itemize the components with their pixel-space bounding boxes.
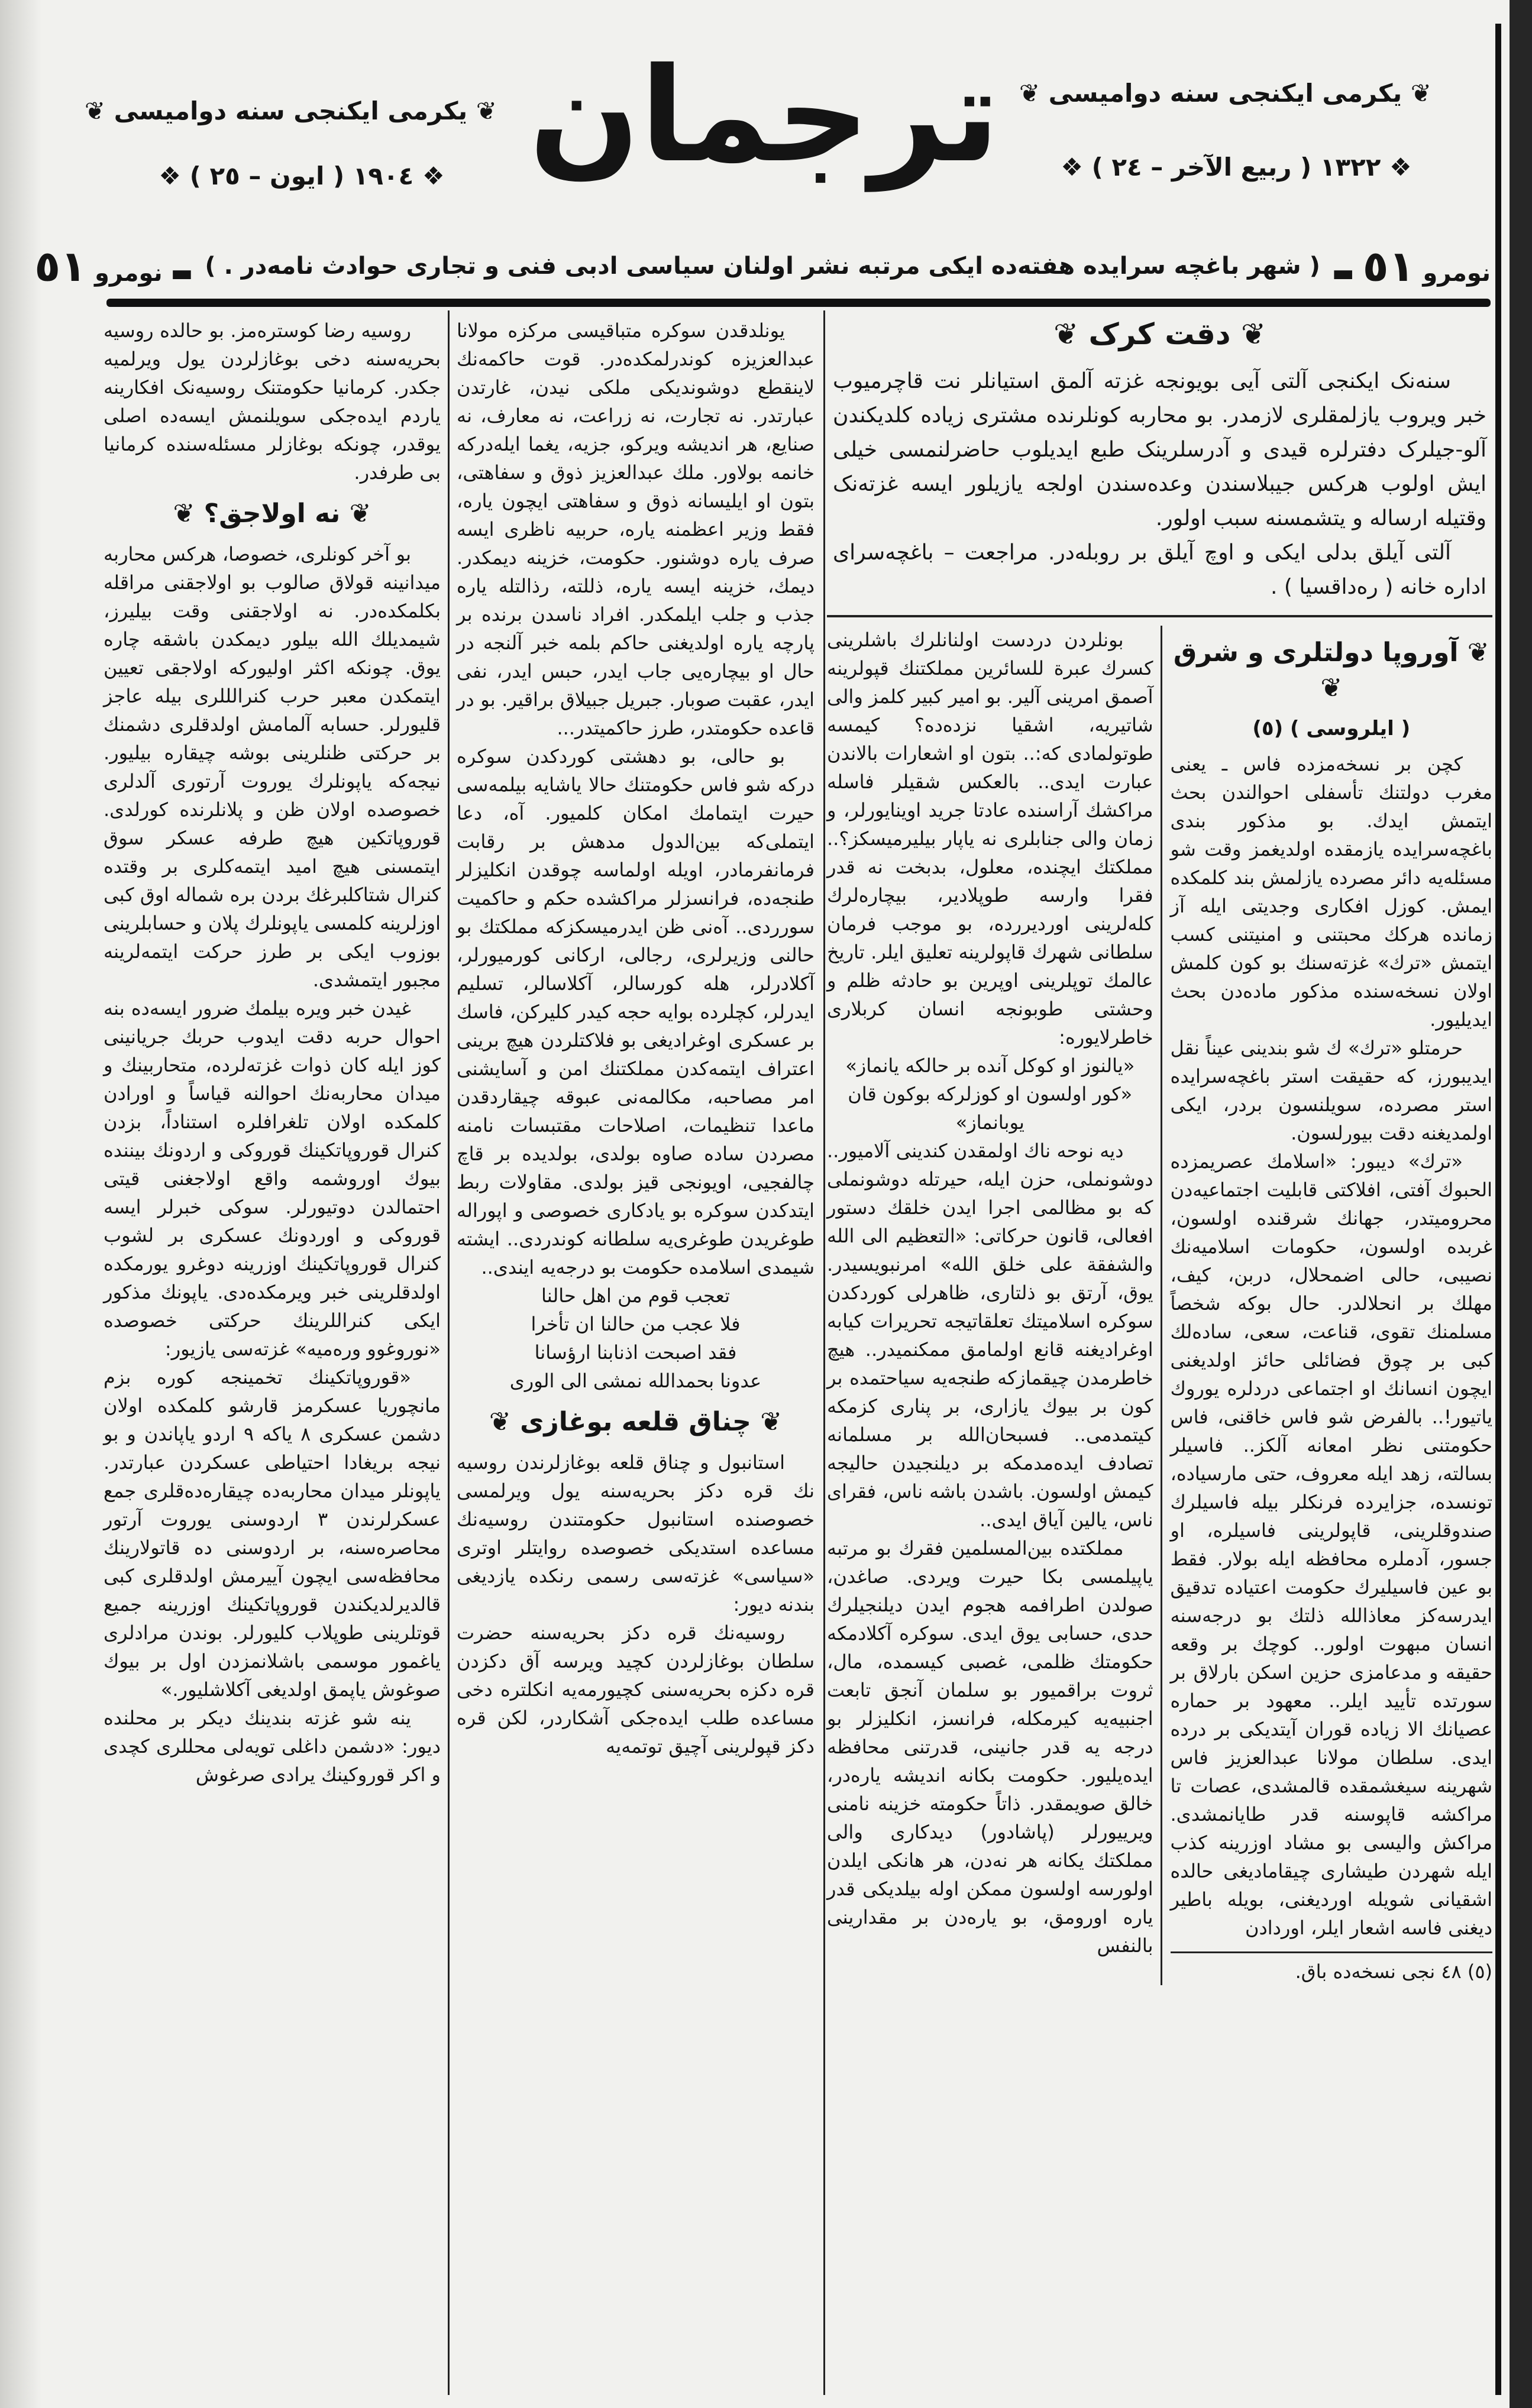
article-paragraph: بونلردن دردست اولنانلرك باشلرینی کسرك عبرة للسائرین مملکتنك قپولرینه آصمق امرینی آلیر. بو امیر کبیر کلمز والی شاتیریه، اشقیا نزده‌ده؟ کیمسه طوتولمادی که:.. بتون او اشعارات بالاندن عبارت ایدی.. بالعکس شقیلر فاسله مراکشك آراسنده عادتا جرید اوینایورلر، و زمان والی جنابلری نه یاپار بیلیرمیسکز؟.. مملکتك ایچنده، معلول، بدبخت نه قدر فقرا وارسه طوپلادیر، بیچاره‌لرك کله‌لرینی اوردیررده، بو موجب فرمان سلطانی شهرك قاپولرینه تعلیق ایلر. تاریخ عالمك توپلرینی اوپرین بو حادثه ظلم و وحشتی طوبونجه انسان کربلاری خاطرلایوره: bbox=[827, 629, 1153, 1048]
column-rule bbox=[448, 310, 450, 2395]
article-paragraph: غیدن خبر ویره بیلمك ضرور ایسه‌ده بنه احوال حربه دقت ایدوب حربك جریانینی کوز ایله کان ذوات غزته‌لرده، متحاربینك و میدان محاربه‌نك احوالنه قیاساً و اورادن کلمکده اولان تلغرافلره استناداً، بزدن کنرال قوروپاتکینك قوروکی و اردونك بیننده بیوك اوروشمه واقع اولاجغنی قیتی احتمالدن دوتیورلر. سوکی خبرلر ایسه قوروکی و اوردونك عسکری بر لشوب کنرال قوروپاتکینك اوزرینه دوغرو یورمکده اولدقلرینی خبر ویرمکده‌دی. یاپونك مذکور ایکی کنراللرینك حرکتی خصوصده «نوروغوو وره‌میه» غزته‌سی یازیور: bbox=[104, 997, 441, 1360]
article-paragraph: بو آخر کونلری، خصوصا، هرکس محاربه میدانینه قولاق صالوب بو اولاجقنی مراقله بکلمکده‌در. نه اولاجقنی وقت بیلیرز، شیمدیلك الله بیلور دیمکدن باشقه چاره یوق. چونکه اکثر اولیورکه اولاجقی تعیین ایتمکدن معبر حرب کنرالللری بیله عاجز قلیورلر. حسابه آلمامش اولدقلری دشمنك بر حرکتی ظنلرینی بوشه چیقاره بیلیور. نیجه‌که یاپونلرك یوروت آرتوری آلدلری خصوصده اولان ظن و پلانلرنده کورلدی. قوروپاتکین هیچ طرفه عسکر سوق ایتمسنی هیچ امید ایتمه‌کلری بر وقتده کنرال شتاکلبرغك بردن بره شماله اوق کبی اوزلرینه کلمسی یاپونلرك پلان و حسابلرینی بوزوب ایکی بر طرز حرکت ایتمه‌لرینه مجبور ایتمشدی. bbox=[104, 543, 441, 991]
verse-line: فلا عجب من حالنا ان تأخرا bbox=[531, 1313, 741, 1335]
date-hijri: ❖ ١٣٢٢ ( ربیع الآخر – ٢٤ ) ❖ bbox=[1061, 153, 1412, 182]
subscription-notice bbox=[827, 313, 1492, 604]
article-paragraph: یونلدقدن سوکره متباقیسی مرکزه مولانا عبدالعزیزه کوندرلمکده‌در. قوت حاکمه‌نك لاینقطع دوشوندیکی ملکی نیدن، غارتدن عبارتدر. نه تجارت، نه زراعت، نه معارف، نه صنایع، هر اندیشه ویرکو، جزیه، یغما ایله‌درکه خانمه بولاور. ملك عبدالعزیز ذوق و سفاهتی، بتون او ایلیسانه ذوق و سفاهتی ایچون یاره، فقط وزیر اعظمنه یاره، حربیه ناظری ایسه صرف یاره دوشنور. حکومت، خزینه دیمکدر. دیمك، خزینه ایسه یاره، ذللته، رذالتله یاره جذب و جلب ایلمکدر. افراد ناسدن برنده بر پارچه یاره اولدیغنی حاکم بلمه خبر آلنجه در حال او بیچاره‌یی جاب ایدر، حبس ایدر، نفی ایدر، عقبت صوبار. جبریل جبیلاق براقیر. بو در قاعده حکومتدر، طرز حاکمیتدر... bbox=[457, 319, 815, 739]
masthead-subtitle: ( شهر باغچه سرایده هفته‌ده ایکی مرتبه نشر اولنان سیاسی ادبی فنی و تجاری حوادث نامه‌در . ) bbox=[205, 253, 1320, 280]
column-1 bbox=[104, 316, 441, 1789]
article-subheading: ( ایلروسی ) (٥) bbox=[1252, 717, 1411, 740]
article-paragraph: کچن بر نسخه‌مزده فاس ـ یعنی مغرب دولتنك تأسفلی احوالندن بحث ایتمش ایدك. بو مذکور بندی باغچه‌سرایده یازمقده اولدیغمز وقت شو مسئله‌یه دائر مصرده یازلمش بند کلمکده ایمش. کوزل افکاری وجدیتی ایله آز زمانده هرکك محبتنی و امنیتنی کسب ایتمش «ترك» غزته‌سنك بو کون کلمش اولان نسخه‌سنده مذکور ماده‌دن بحث ایدیلیور. bbox=[1170, 753, 1492, 1031]
date-gregorian: ❖ ١٩٠٤ ( ایون – ٢٥ ) ❖ bbox=[159, 161, 445, 190]
article-heading: ❦ چناق قلعه بوغازی ❦ bbox=[489, 1407, 783, 1437]
footnote: (٥) ٤٨ نجی نسخه‌ده باق. bbox=[1171, 1951, 1493, 1985]
column-4 bbox=[1171, 635, 1493, 1942]
article-paragraph: حرمتلو «ترك» ك شو بندینی عیناً نقل ایدیبورز، که حقیقت استر باغچه‌سرایده استر مصرده، سویلنسون بردر، ایکی اولمدیغنه دقت بیورلسون. bbox=[1170, 1037, 1492, 1144]
article-paragraph: «قوروپاتکینك تخمینجه کوره بزم مانچوریا عسکرمز قارشو کلمکده اولان دشمن عسکری ٨ یاکه ٩ اردو یاپاندن و بو نیجه بریغادا احتیاطی عسکردن عبارتدر. یاپونلر میدان محاربه‌ده چیقاره‌ده‌قلری جمع عسکرلرندن ٣ اردوسنی یوروت آرتور محاصره‌سنه، بر اردوسنی ده قاتولارینك محافظه‌سی ایچون آییرمش اولدقلری کبی قالدیرلدیکندن قوروپاتکینك اوزرینه جمیع قوتلرینی طوپلاب کلیورلر. بوندن مرادلری یاغمور موسمی باشلانمزدن اول بر بیوك صوغوش یاپمق اولدیغی آکلاشلیور.» bbox=[104, 1366, 441, 1701]
notice-title: ❦ دقت کرک ❦ bbox=[1053, 317, 1266, 351]
article-paragraph: بو حالی، بو دهشتی کوردکدن سوکره درکه شو فاس حکومتنك حالا یاشایه بیلمه‌سی حیرت ایتمامك امکان کلمیور. آه، دعا ایتملی‌که بین‌الدول مدهش بر رقابت فرمانفرمادر، اویله اولماسه چوقدن انکلیزلر طنجه‌ده، فرانسزلر مراکشده حکم و حاکمیت سورردی.. آه‌نی ظن ایدرمیسکزکه مملکتك بو حالنی وزیرلری، رجالی، ارکانی کورمیورلر، آکلادرلر، هله کورسالر، آکلاسالر، تسلیم ایدرلر، کچلرده بوایه حجه کیدر کلیرکن، فاسك بر عسکری اوغرادیغی بو فلاکتلردن هیچ برینی اعتراف ایتمه‌کدن مملکتنك امن و آسایشنی امر مصاحبه، مکالمه‌نی عبوقه چیقاردقدن ماعدا تنظیمات، اصلاحات مقتبسات نامنه مصردن ساده صاوه بولدی، بولدیده بر قاچ چالفجیی، اویونجی قیز بولدی. مقاولات ربط ایتدکدن سوکره بو یادکاری خصوصی و اپوراله طوغریدن طوغری‌یه سلطانه کوندردی.. ایشته شیمدی اسلامده حکومت بو درجه‌یه ایندی.. bbox=[457, 745, 815, 1279]
year-volume-right: ❦ یکرمی ایکنجی سنه دوامیسی ❦ bbox=[1019, 79, 1431, 108]
masthead-subtitle-line bbox=[34, 237, 1491, 296]
notice-paragraph: آلتی آیلق بدلی ایکی و اوچ آیلق بر روبله‌در. مراجعت – باغچه‌سرای اداره خانه ( ره‌داقسیا ) . bbox=[833, 540, 1486, 599]
verse-line: فقد اصبحت اذنابنا ارؤسانا bbox=[534, 1341, 737, 1364]
article-paragraph: «ترك» دیبور: «اسلامك عصریمزده الحبوك آفتی، افلاکتی قابلیت اجتماعیه‌دن محرومیتدر، جهانك شرقنده اولسون، غربده اولسون، حکومات اسلامیه‌نك نصیبی، حالی اضمحلال، دربن، کیف، مهلك بر انحلالدر. حال بوکه شخصاً مسلمنك تقوی، قناعت، سعی، ساده‌لك کبی بر چوق فضائلی حائز اولدیغنی ایچون انسانك او اجتماعی دردلره یوروك یاتیور!.. بالفرض شو فاس خاقنی، فاس حکومتنی نظر امعانه آلکز.. فاسیلر بسالته، زهد ایله معروف، حتی مارسیاده، تونسده، جزایرده فرنکلر بیله فاسیلرك صندوقلرینی، قاپولرینی فاسیلره، او جسور، آدملره محافظه ایله بولار. فقط بو عین فاسیلیرك حکومت اعتیاده تدقیق ایدرسه‌کز معاذالله ذلتك بو درجه‌سنه انسان مبهوت اولور.. کوچك بر وقعه حقیقه و مدعامزی حزین اسکن بارلاق بر سورتده تأیید ایلر.. معهود بر حماره عصیانك الا زیاده قوران آیتدیکی بر درده ایدی. سلطان مولانا عبدالعزیز فاس شهرینه سیغشمقده قالمشدی، عصات تا مراکشه قاپوسنه قدر طایانمشدی. مراکش والیسی بو مشاد اوزرینه کذب ایله شهردن طیشاری چیقامادیغی حالده اشقیانی شویله اوردیغنی، بویله باطیر دیغنی فاسه اشعار ایلر، اوردادن bbox=[1170, 1150, 1492, 1939]
article-paragraph: دیه نوحه ناك اولمقدن کندینی آلامیور.. دوشونملی، حزن ایله، حیرتله دوشونملی که بو مظالمی اجرا ایدن خلقك دستور افعالی، قانون حرکاتی: «التعظیم الی الله والشفقة علی خلق الله» امرنبویسیدر. یوق، آرتق بو ذلتاری، ظاهرلی کوردکدن سوکره اسلامیتك تعلقاتیجه تحریرات کیابه اوغرادیغنه قانع اولمامق ممکنمیدر.. هیچ خاطرمدن چیقمازکه طنجه‌یه سیاحتمده بر کون بر بیوك یازاری، بر پناری کزمکه کیتمدمی.. فسبحان‌الله بر مسلمانه تصادف ایده‌مدمکه بر دیلنجیدن حالیجه کیمش اولسون. باشدن باشه ناس، فقرای ناس، یالین آیاق ایدی.. bbox=[827, 1140, 1153, 1531]
issue-number-value: ٥١ bbox=[34, 241, 87, 291]
article-heading: ❦ آوروپا دولتلری و شرق ❦ bbox=[1173, 637, 1489, 703]
verse-line: عدونا بحمدالله نمشی الی الوری bbox=[509, 1370, 762, 1392]
article-paragraph: استانبول و چناق قلعه بوغازلرندن روسیه نك قره دکز بحریه‌سنه یول ویرلمسی خصوصنده استانبول حکومتندن روسیه‌نك مساعده استدیکی خصوصده روایتلر اوتری «سیاسی» غزته‌سی رسمی رنکده یازدیغی بندنه دیور: bbox=[457, 1451, 815, 1616]
article-paragraph: روسیه رضا کوستره‌مز. بو حالده روسیه بحریه‌سنه دخی بوغازلردن یول ویرلمیه جکدر. کرمانیا حکومتنک روسیه‌نک افکارینه یاردم ایده‌جکی سویلنمش ایسه‌ده اصلی یوقدر، چونکه بوغازلر مسئله‌سنده کرمانیا بی طرفدر. bbox=[104, 319, 441, 484]
column-3 bbox=[827, 626, 1162, 1985]
issue-number-right: نومرو ٥١ ▬ bbox=[1331, 241, 1491, 291]
verse-line: «یالنوز او کوکل آنده بر حالکه یانماز» bbox=[845, 1054, 1135, 1077]
issue-number-label: نومرو bbox=[1423, 260, 1491, 287]
column-rule bbox=[823, 310, 825, 2395]
article-paragraph: مملکتده بین‌المسلمین فقرك بو مرتبه یاپیلمسی بکا حیرت ویردی. صاغدن، صولدن اطرافمه هجوم ایدن دیلنجیلرك حدی، حسابی یوق ایدی. سوکره آکلادمکه حکومتك ظلمی، غصبی کیسمده، مال، ثروت براقمیور بو سلمان آنجق تابعت اجنبیه‌یه کیرمکله، فرانسز، انکلیزلر بو درجه یه قدر جانینی، قدرتنی محافظه ایده‌یلیور. حکومت بکانه اندیشه یاره‌در، خالق صویمقدر. ذاتاً حکومته خزینه نامنی ویرییورلر (پاشادور) دیدکاری والی مملکتك یکانه هر نه‌دن، هر هانکی ایلدن اولورسه اولسون ممکن اوله بیلدیکی قدر یاره اورومق، بو یاره‌دن بر مقدارینی بالنفس bbox=[827, 1537, 1153, 1957]
issue-number-label: نومرو bbox=[95, 260, 163, 287]
lower-columns bbox=[827, 626, 1492, 1985]
scan-edge-left bbox=[0, 0, 41, 2408]
column-4-wrapper bbox=[1162, 626, 1493, 1985]
verse-line: تعجب قوم من اهل حالنا bbox=[541, 1284, 730, 1307]
verse-line: «کور اولسون او کوزلرکه بوکون قان یوبانماز» bbox=[848, 1083, 1133, 1134]
notice-rule bbox=[827, 615, 1492, 617]
issue-number-value: ٥١ bbox=[1362, 241, 1415, 291]
notice-paragraph: سنه‌نک ایکنجی آلتی آیی بویونجه غزته آلمق استیانلر نت قاچرمیوب خبر ویروب یازلمقلری لازمدر. بو محاربه کونلرنده مشتری زیاده کلدیکندن آلو-جیلرک دفترلره قیدی و آدرسلرینک طبع ایدیلوب حاضرلنمسی خیلی ایش اولوب هرکس جیبلاسندن وعده‌سندن اولجه یازیلور ایسه غزته‌نک وقتیله ارساله و یتشمسنه سبب اولور. bbox=[833, 369, 1486, 530]
article-heading: ❦ نه اولاجق؟ ❦ bbox=[173, 499, 371, 529]
newspaper-title: ترجمان bbox=[529, 40, 1000, 191]
masthead-rule bbox=[106, 299, 1491, 307]
right-section bbox=[827, 313, 1492, 1985]
column-2 bbox=[457, 316, 815, 1760]
issue-number-left: ▬ نومرو ٥١ bbox=[34, 241, 193, 291]
page-border-right bbox=[1495, 24, 1501, 2395]
article-paragraph: ینه شو غزته بندینك دیکر بر محلنده دیور: «دشمن داغلی تویه‌لی محللری کچدی و اکر قوروکینك یرادی صرغوش bbox=[104, 1707, 441, 1786]
article-paragraph: روسیه‌نك قره دکز بحریه‌سنه حضرت سلطان بوغازلردن کچید ویرسه آق دکزدن قره دکزه بحریه‌سنی کچیورمه‌یه انکلتره دخی مساعده طلب ایده‌جکی آشکاردر، لکن قره دکز قپولرینی آچیق توتمه‌یه bbox=[457, 1621, 815, 1758]
year-volume-left: ❦ یکرمی ایکنجی سنه دوامیسی ❦ bbox=[84, 96, 497, 125]
scan-edge-right bbox=[1510, 0, 1532, 2408]
